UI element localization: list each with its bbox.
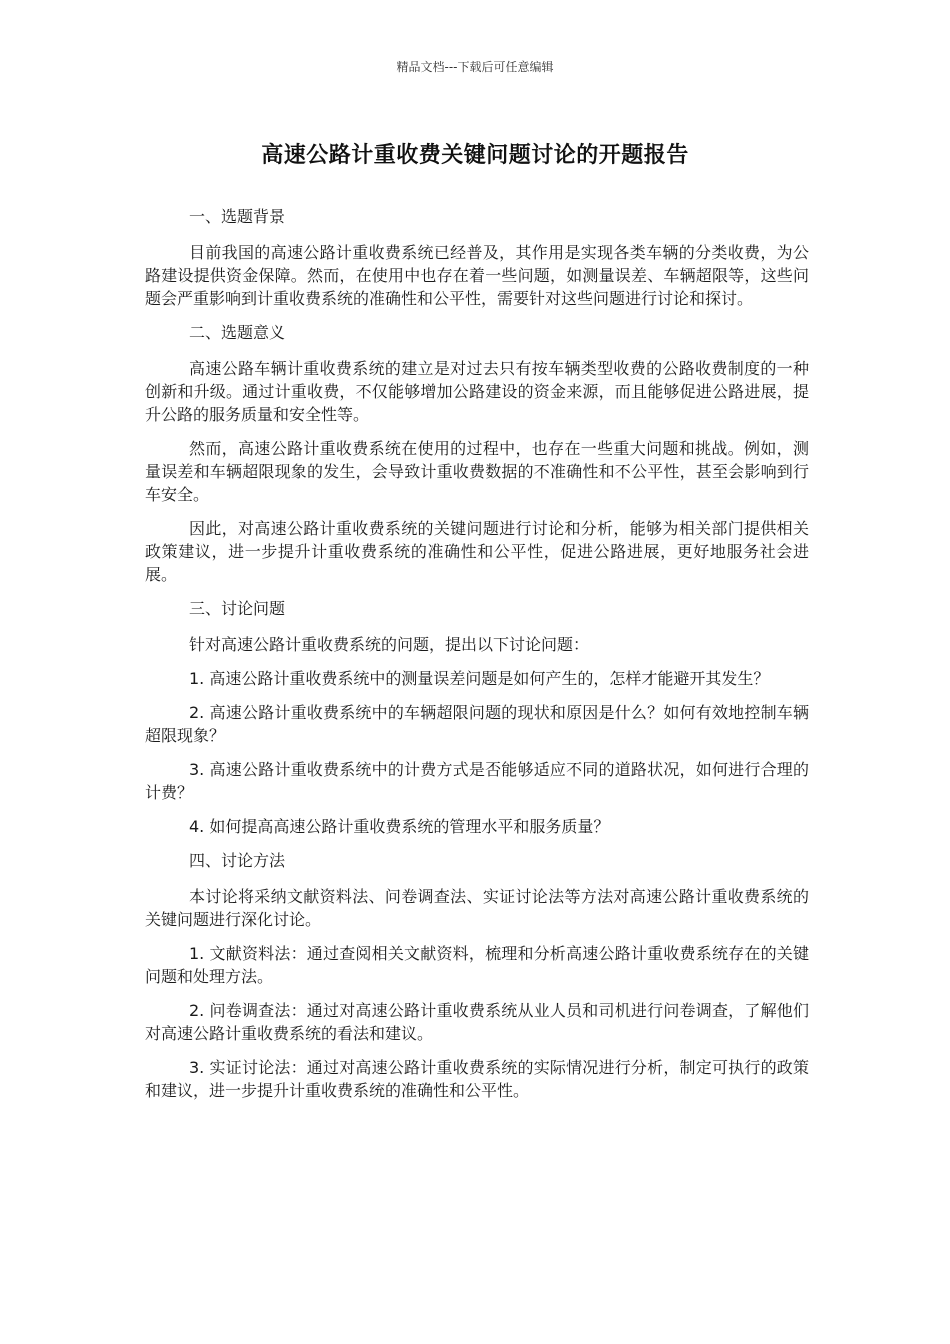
- document-body: [145, 205, 809, 1113]
- question-item-2: 2. 高速公路计重收费系统中的车辆超限问题的现状和原因是什么？如何有效地控制车辆超限现象？: [145, 703, 809, 745]
- page-header-note: 精品文档---下载后可任意编辑: [396, 60, 554, 74]
- paragraph-questions-intro: 针对高速公路计重收费系统的问题，提出以下讨论问题：: [189, 635, 590, 654]
- question-item-1: 1. 高速公路计重收费系统中的测量误差问题是如何产生的，怎样才能避开其发生？: [189, 669, 770, 688]
- section-heading-methods: 四、讨论方法: [189, 851, 286, 870]
- paragraph-significance-3: 因此，对高速公路计重收费系统的关键问题进行讨论和分析，能够为相关部门提供相关政策建议，进一步提升计重收费系统的准确性和公平性，促进公路进展，更好地服务社会进展。: [145, 519, 809, 584]
- paragraph-significance-1: 高速公路车辆计重收费系统的建立是对过去只有按车辆类型收费的公路收费制度的一种创新和升级。通过计重收费，不仅能够增加公路建设的资金来源，而且能够促进公路进展，提升公路的服务质量和安全性等。: [145, 359, 809, 424]
- document-title: 高速公路计重收费关键问题讨论的开题报告: [261, 143, 689, 168]
- method-item-3: 3. 实证讨论法：通过对高速公路计重收费系统的实际情况进行分析，制定可执行的政策和建议，进一步提升计重收费系统的准确性和公平性。: [145, 1058, 809, 1100]
- question-item-4: 4. 如何提高高速公路计重收费系统的管理水平和服务质量？: [189, 817, 610, 836]
- paragraph-significance-2: 然而，高速公路计重收费系统在使用的过程中，也存在一些重大问题和挑战。例如，测量误差和车辆超限现象的发生，会导致计重收费数据的不准确性和不公平性，甚至会影响到行车安全。: [145, 439, 809, 504]
- section-heading-questions: 三、讨论问题: [189, 599, 286, 618]
- question-item-3: 3. 高速公路计重收费系统中的计费方式是否能够适应不同的道路状况，如何进行合理的计费？: [145, 760, 809, 802]
- section-heading-background: 一、选题背景: [189, 207, 286, 226]
- method-item-2: 2. 问卷调查法：通过对高速公路计重收费系统从业人员和司机进行问卷调查，了解他们对高速公路计重收费系统的看法和建议。: [145, 1001, 809, 1043]
- paragraph-methods-intro: 本讨论将采纳文献资料法、问卷调查法、实证讨论法等方法对高速公路计重收费系统的关键问题进行深化讨论。: [145, 887, 809, 929]
- method-item-1: 1. 文献资料法：通过查阅相关文献资料，梳理和分析高速公路计重收费系统存在的关键问题和处理方法。: [145, 944, 809, 986]
- section-heading-significance: 二、选题意义: [189, 323, 286, 342]
- paragraph-background: 目前我国的高速公路计重收费系统已经普及，其作用是实现各类车辆的分类收费，为公路建设提供资金保障。然而，在使用中也存在着一些问题，如测量误差、车辆超限等，这些问题会严重影响到计重收费系统的准确性和公平性，需要针对这些问题进行讨论和探讨。: [145, 243, 809, 308]
